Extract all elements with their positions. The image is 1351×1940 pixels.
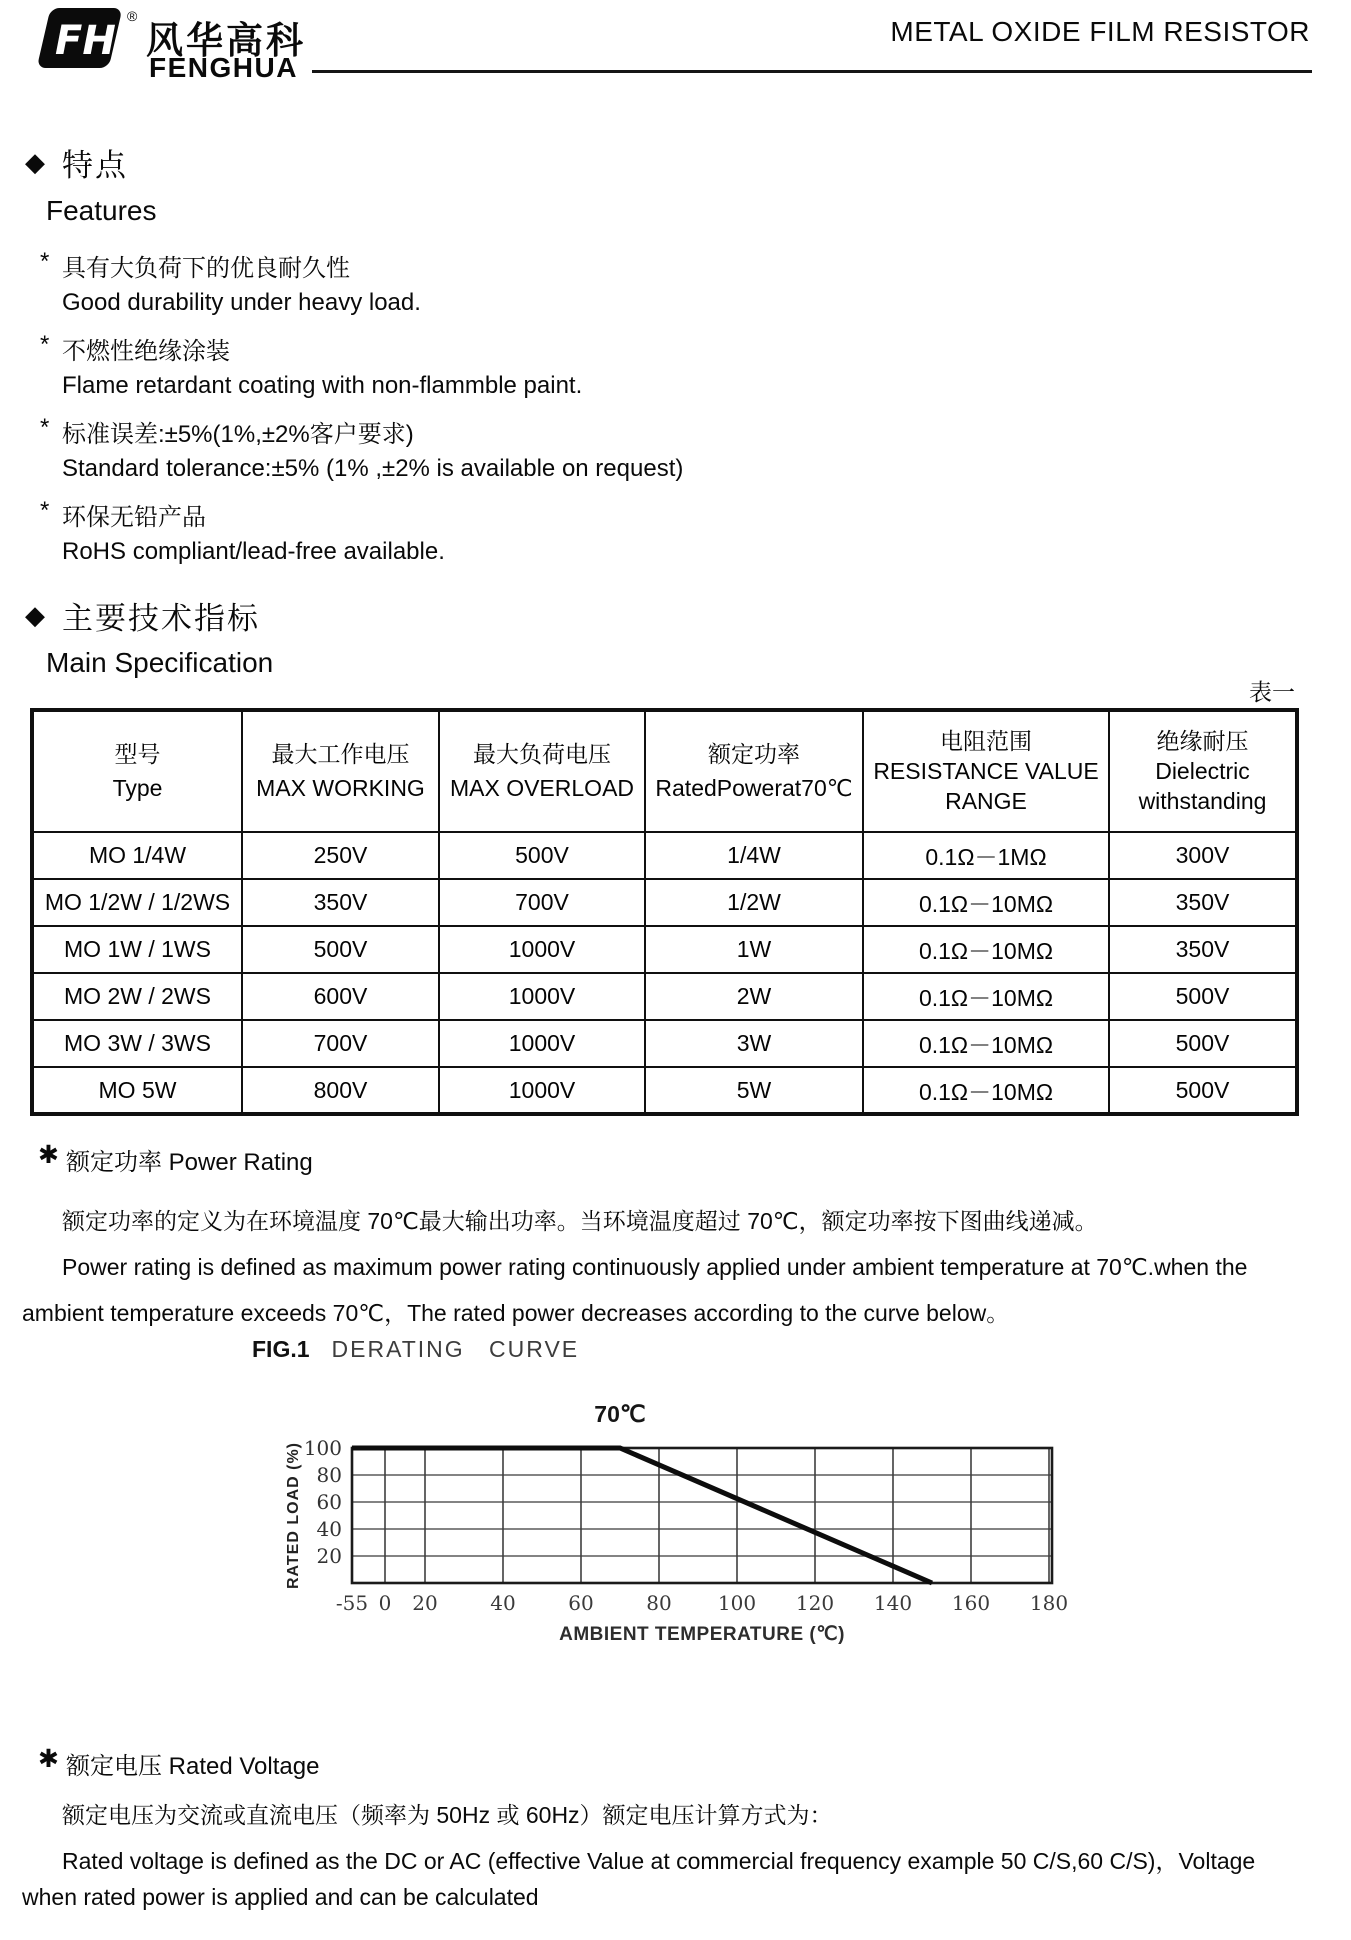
cell-max-overload: 700V — [439, 879, 645, 926]
diamond-bullet-icon: ◆ — [25, 147, 45, 177]
col-header-en: RatedPowerat70℃ — [655, 775, 853, 801]
cell-resistance-range: 0.1Ω－1MΩ — [863, 832, 1109, 879]
rated-voltage-heading: 额定电压 Rated Voltage — [66, 1753, 320, 1780]
col-header-cn: 绝缘耐压 — [1156, 727, 1249, 754]
y-tick-label: 80 — [316, 1463, 342, 1487]
cell-type: MO 1/4W — [32, 832, 242, 879]
power-rating-heading: 额定功率 Power Rating — [66, 1149, 313, 1176]
annotation-70c: 70℃ — [594, 1401, 646, 1427]
derating-curve-chart — [262, 1376, 1102, 1676]
col-header-en2: withstanding — [1138, 788, 1267, 815]
header-rule — [312, 70, 1312, 73]
cell-type: MO 3W / 3WS — [32, 1020, 242, 1067]
y-tick-label: 100 — [303, 1436, 342, 1460]
cell-max-working: 250V — [242, 832, 439, 879]
x-tick-label: 20 — [412, 1591, 438, 1615]
y-tick-label: 20 — [316, 1544, 342, 1568]
rated-voltage-paragraph-en: when rated power is applied and can be calculated — [22, 1884, 539, 1910]
cell-resistance-range: 0.1Ω－10MΩ — [863, 1020, 1109, 1067]
x-tick-label: 120 — [795, 1591, 835, 1615]
cell-rated-power: 1W — [645, 926, 863, 973]
col-header-dielectric — [1109, 710, 1297, 832]
power-rating-paragraph-en: Power rating is defined as maximum power rating continuously applied under ambient temperature at 70℃.when the — [62, 1254, 1248, 1280]
col-header-en2: RANGE — [945, 788, 1027, 815]
x-tick-label: 80 — [646, 1591, 672, 1615]
features-heading-en: Features — [46, 195, 157, 226]
table-row — [32, 973, 1297, 1020]
cell-max-overload: 1000V — [439, 1067, 645, 1114]
x-tick-label: 60 — [568, 1591, 594, 1615]
x-axis-label: AMBIENT TEMPERATURE (℃) — [559, 1624, 845, 1645]
cell-dielectric: 350V — [1109, 926, 1297, 973]
bullet-marker: * — [40, 414, 50, 441]
x-tick-label: 100 — [717, 1591, 757, 1615]
fenghua-logo-icon — [25, 6, 125, 70]
cell-dielectric: 500V — [1109, 1020, 1297, 1067]
cell-type: MO 1/2W / 1/2WS — [32, 879, 242, 926]
table-row — [32, 1020, 1297, 1067]
cell-type: MO 1W / 1WS — [32, 926, 242, 973]
feature-item-en: RoHS compliant/lead-free available. — [62, 538, 445, 565]
col-header-resistance-range — [863, 710, 1109, 832]
cell-resistance-range: 0.1Ω－10MΩ — [863, 1067, 1109, 1114]
figure-number: FIG.1 — [252, 1336, 310, 1362]
cell-max-overload: 500V — [439, 832, 645, 879]
cell-rated-power: 2W — [645, 973, 863, 1020]
cell-rated-power: 3W — [645, 1020, 863, 1067]
x-tick-label: 160 — [951, 1591, 991, 1615]
cell-max-overload: 1000V — [439, 973, 645, 1020]
table-row — [32, 832, 1297, 879]
col-header-type — [32, 710, 242, 832]
table-row — [32, 1067, 1297, 1114]
cell-resistance-range: 0.1Ω－10MΩ — [863, 926, 1109, 973]
feature-item-cn: 环保无铅产品 — [62, 504, 206, 531]
cell-max-working: 600V — [242, 973, 439, 1020]
x-tick-label: 140 — [873, 1591, 913, 1615]
col-header-en: Dielectric — [1155, 757, 1250, 784]
features-heading-cn: 特点 — [62, 148, 128, 183]
specification-table — [30, 708, 1299, 1116]
table-one-label: 表一 — [1249, 679, 1295, 705]
logo-monogram: FH — [55, 18, 116, 64]
power-rating-paragraph-en: ambient temperature exceeds 70℃，The rated power decreases according to the curve below。 — [22, 1300, 1010, 1326]
cell-dielectric: 350V — [1109, 879, 1297, 926]
main-spec-heading-en: Main Specification — [46, 647, 274, 678]
y-tick-label: 60 — [316, 1490, 342, 1514]
cell-type: MO 2W / 2WS — [32, 973, 242, 1020]
cell-max-working: 500V — [242, 926, 439, 973]
col-header-en: Type — [112, 775, 163, 801]
rated-voltage-paragraph-cn: 额定电压为交流或直流电压（频率为 50Hz 或 60Hz）额定电压计算方式为： — [62, 1802, 833, 1828]
col-header-en: RESISTANCE VALUE — [873, 757, 1099, 784]
derating-line — [352, 1448, 932, 1583]
col-header-max-working — [242, 710, 439, 832]
asterisk-marker: ✱ — [38, 1745, 59, 1773]
feature-item-cn: 标准误差:±5%(1%,±2%客户要求) — [62, 421, 414, 448]
cell-max-overload: 1000V — [439, 926, 645, 973]
feature-item-en: Standard tolerance:±5% (1% ,±2% is available on request) — [62, 455, 684, 482]
asterisk-marker: ✱ — [38, 1141, 59, 1169]
cell-rated-power: 1/2W — [645, 879, 863, 926]
diamond-bullet-icon: ◆ — [25, 600, 45, 630]
x-tick-label: -55 — [335, 1591, 369, 1615]
y-axis-label: RATED LOAD (%) — [285, 1441, 302, 1590]
plot-border — [352, 1448, 1052, 1583]
bullet-marker: * — [40, 248, 50, 275]
cell-max-working: 800V — [242, 1067, 439, 1114]
col-header-cn: 型号 — [114, 740, 161, 767]
cell-type: MO 5W — [32, 1067, 242, 1114]
bullet-marker: * — [40, 331, 50, 358]
col-header-en: MAX OVERLOAD — [449, 775, 635, 801]
feature-item-cn: 具有大负荷下的优良耐久性 — [62, 255, 350, 282]
x-tick-label: 0 — [378, 1591, 392, 1615]
registered-trademark-symbol: ® — [127, 8, 138, 24]
col-header-cn: 最大工作电压 — [271, 740, 410, 767]
x-tick-label: 180 — [1029, 1591, 1069, 1615]
x-tick-label: 40 — [490, 1591, 516, 1615]
feature-item-cn: 不燃性绝缘涂装 — [62, 338, 230, 365]
col-header-en: MAX WORKING — [256, 775, 425, 801]
cell-max-working: 700V — [242, 1020, 439, 1067]
col-header-cn: 最大负荷电压 — [473, 740, 611, 767]
cell-dielectric: 500V — [1109, 1067, 1297, 1114]
figure-caption: DERATING CURVE — [331, 1336, 580, 1362]
table-header-row — [32, 710, 1297, 832]
cell-dielectric: 500V — [1109, 973, 1297, 1020]
brand-name-en: FENGHUA — [149, 52, 298, 83]
y-tick-label: 40 — [316, 1517, 342, 1541]
feature-item-en: Good durability under heavy load. — [62, 289, 421, 316]
feature-item-en: Flame retardant coating with non-flammble paint. — [62, 372, 583, 399]
bullet-marker: * — [40, 497, 50, 524]
page-title: METAL OXIDE FILM RESISTOR — [890, 16, 1310, 47]
main-spec-heading-cn: 主要技术指标 — [62, 601, 260, 636]
col-header-rated-power — [645, 710, 863, 832]
cell-resistance-range: 0.1Ω－10MΩ — [863, 973, 1109, 1020]
figure-title — [252, 1336, 579, 1363]
brand-name-cn: 风华高科 — [146, 20, 306, 61]
power-rating-paragraph-cn: 额定功率的定义为在环境温度 70℃最大输出功率。当环境温度超过 70℃，额定功率按下图曲线递减。 — [62, 1208, 1098, 1234]
col-header-cn: 额定功率 — [708, 740, 800, 767]
table-row — [32, 879, 1297, 926]
table-row — [32, 926, 1297, 973]
cell-rated-power: 1/4W — [645, 832, 863, 879]
cell-max-working: 350V — [242, 879, 439, 926]
cell-dielectric: 300V — [1109, 832, 1297, 879]
col-header-max-overload — [439, 710, 645, 832]
col-header-cn: 电阻范围 — [940, 727, 1032, 754]
cell-resistance-range: 0.1Ω－10MΩ — [863, 879, 1109, 926]
cell-max-overload: 1000V — [439, 1020, 645, 1067]
rated-voltage-paragraph-en: Rated voltage is defined as the DC or AC (effective Value at commercial frequency example 50 C/S,60 C/S)，Voltage — [62, 1848, 1256, 1874]
cell-rated-power: 5W — [645, 1067, 863, 1114]
